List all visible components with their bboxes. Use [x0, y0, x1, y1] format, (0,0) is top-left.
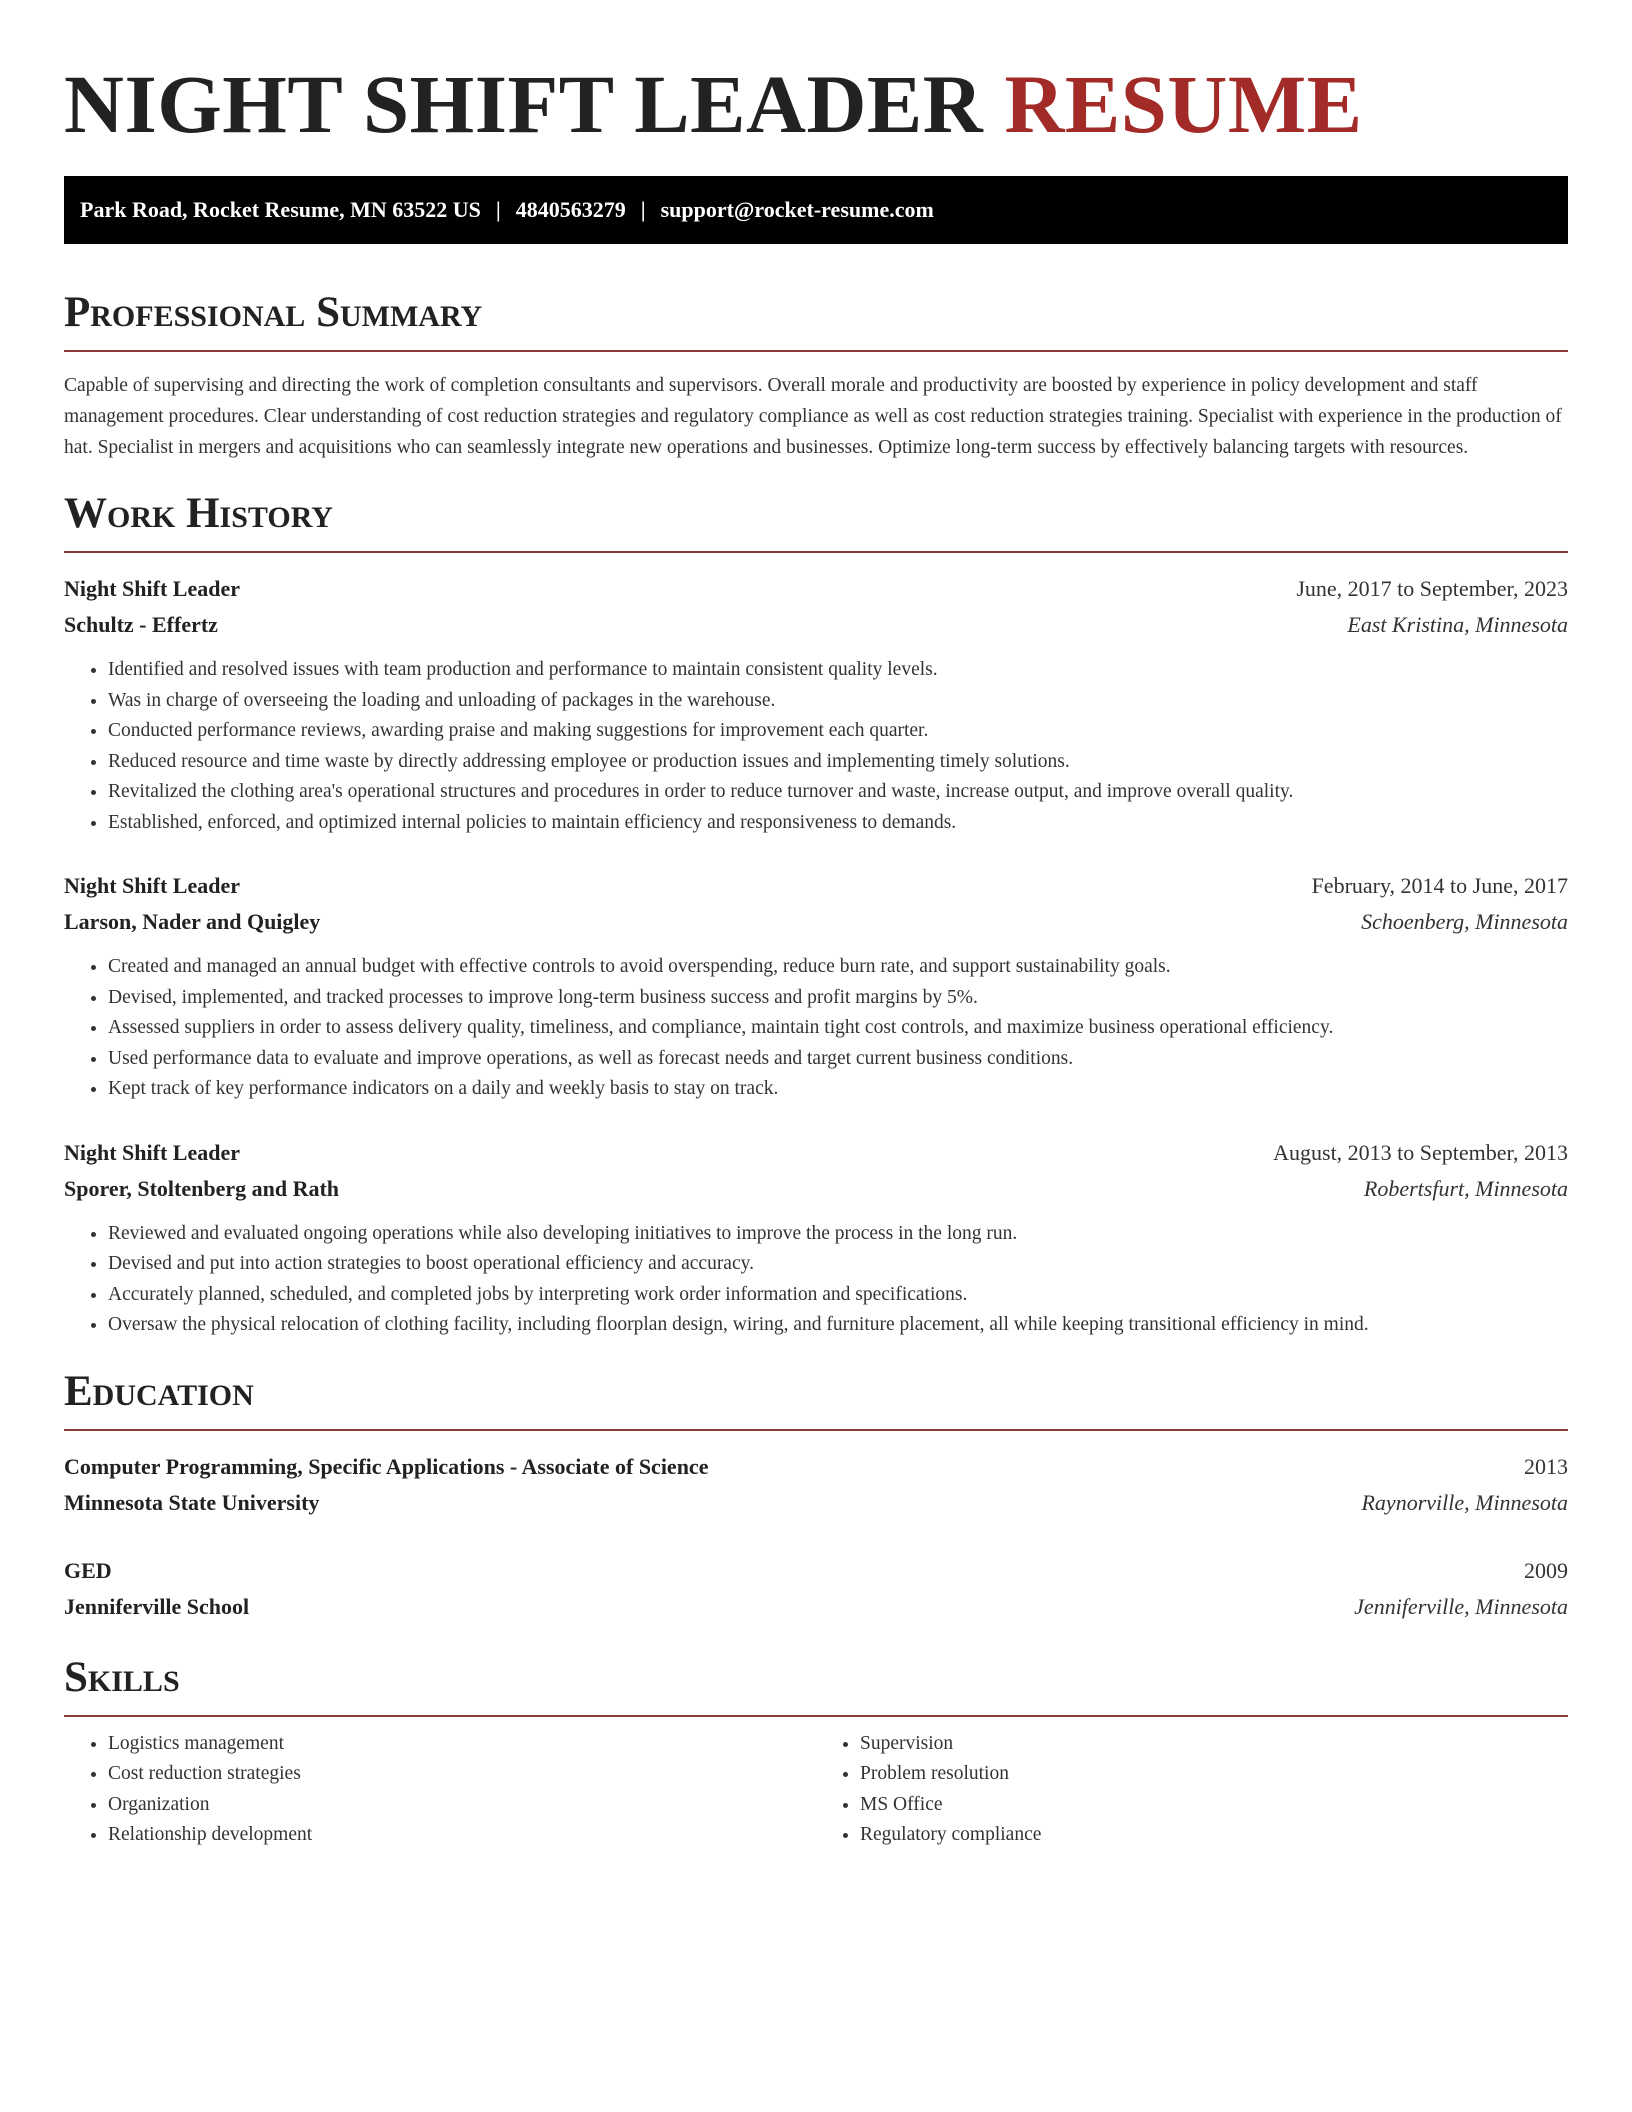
summary-text: Capable of supervising and directing the work of completion consultants and supervisors. Overall morale and productivity are boosted by experience in policy development and staff management procedures. Clear understanding of cost reduction strategies and regulatory compliance as well as cost reduction strategies training. Specialist with experience in the production of hat. Specialist in mergers and acquisitions who can seamlessly integrate new operations and businesses. Optimize long-term success by effectively balancing targets with resources.: [64, 375, 1562, 458]
education-location: Jenniferville, Minnesota: [1354, 1593, 1568, 1619]
skill-item: • Regulatory compliance: [860, 1820, 1568, 1851]
section-heading-education: Education: [64, 1367, 1568, 1431]
page-title: [64, 56, 1568, 152]
job-duty: • Oversaw the physical relocation of clothing facility, including floorplan design, wiring, and furniture placement, all while keeping transitional efficiency in mind.: [108, 1310, 1568, 1341]
job-title: Night Shift Leader: [64, 873, 240, 898]
job-header-row: [64, 571, 1568, 607]
skill-item: • Logistics management: [108, 1729, 816, 1760]
job-duty: • Was in charge of overseeing the loading and unloading of packages in the warehouse.: [108, 686, 1568, 717]
job-duty: • Used performance data to evaluate and improve operations, as well as forecast needs and target current business conditions.: [108, 1044, 1568, 1075]
job-duties-list: [64, 655, 1568, 838]
job-company: Sporer, Stoltenberg and Rath: [64, 1175, 340, 1201]
job-company: Schultz - Effertz: [64, 612, 218, 637]
job-duty: • Identified and resolved issues with team production and performance to maintain consistent quality levels.: [108, 655, 1568, 686]
title-main: NIGHT SHIFT LEADER: [64, 58, 984, 150]
education-year: 2013: [1524, 1453, 1568, 1479]
education-year: 2009: [1524, 1557, 1568, 1583]
section-heading-summary: Professional Summary: [64, 288, 1568, 352]
job-duty: • Conducted performance reviews, awarding praise and making suggestions for improvement each quarter.: [108, 716, 1568, 747]
education-school-row: [64, 1589, 1568, 1625]
job-duties-list: [64, 1219, 1568, 1341]
skills-list-left: [64, 1729, 816, 1851]
education-entry: [64, 1449, 1568, 1521]
education-degree-row: [64, 1449, 1568, 1485]
job-duty: • Established, enforced, and optimized internal policies to maintain efficiency and responsiveness to demands.: [108, 808, 1568, 839]
job-duty: • Reviewed and evaluated ongoing operations while also developing initiatives to improve the process in the long run.: [108, 1219, 1568, 1250]
job-entry: [64, 571, 1568, 838]
job-duty: • Devised, implemented, and tracked processes to improve long-term business success and profit margins by 5%.: [108, 983, 1568, 1014]
job-dates: February, 2014 to June, 2017: [1311, 873, 1568, 898]
skills-list-right: [816, 1729, 1568, 1851]
skill-item: • Organization: [108, 1790, 816, 1821]
education-degree: GED: [64, 1557, 112, 1583]
job-duties-list: [64, 952, 1568, 1105]
skill-item: • Cost reduction strategies: [108, 1759, 816, 1790]
job-dates: August, 2013 to September, 2013: [1273, 1139, 1568, 1165]
job-title: Night Shift Leader: [64, 1139, 240, 1165]
job-header-row: [64, 868, 1568, 904]
education-degree: Computer Programming, Specific Applications - Associate of Science: [64, 1453, 709, 1479]
job-duty: • Revitalized the clothing area's operational structures and procedures in order to reduce turnover and waste, increase output, and improve overall quality.: [108, 777, 1568, 808]
job-duty: • Reduced resource and time waste by directly addressing employee or production issues and implementing timely solutions.: [108, 747, 1568, 778]
education-section: [64, 1367, 1568, 1625]
skill-item: • Supervision: [860, 1729, 1568, 1760]
job-location: Robertsfurt, Minnesota: [1363, 1175, 1568, 1201]
contact-separator: |: [495, 197, 501, 222]
work-history-section: [64, 489, 1568, 1341]
education-school: Minnesota State University: [64, 1489, 320, 1515]
job-location: Schoenberg, Minnesota: [1361, 909, 1568, 934]
contact-bar: [64, 176, 1568, 244]
contact-separator: |: [640, 197, 646, 222]
education-school-row: [64, 1485, 1568, 1521]
education-school: Jenniferville School: [64, 1593, 250, 1619]
job-location: East Kristina, Minnesota: [1347, 612, 1568, 637]
skill-item: • MS Office: [860, 1790, 1568, 1821]
job-company-row: [64, 607, 1568, 643]
job-entry: [64, 868, 1568, 1105]
job-duty: • Accurately planned, scheduled, and completed jobs by interpreting work order information and specifications.: [108, 1280, 1568, 1311]
contact-phone: 4840563279: [515, 197, 626, 222]
education-entry: [64, 1553, 1568, 1625]
job-duty: • Created and managed an annual budget with effective controls to avoid overspending, reduce burn rate, and support sustainability goals.: [108, 952, 1568, 983]
section-heading-work-history: Work History: [64, 489, 1568, 553]
summary-section: [64, 288, 1568, 463]
skill-item: • Relationship development: [108, 1820, 816, 1851]
job-duty: • Assessed suppliers in order to assess delivery quality, timeliness, and compliance, maintain tight cost controls, and maximize business operational efficiency.: [108, 1013, 1568, 1044]
education-location: Raynorville, Minnesota: [1361, 1489, 1568, 1515]
job-company-row: [64, 1171, 1568, 1207]
job-entry: [64, 1135, 1568, 1341]
job-dates: June, 2017 to September, 2023: [1296, 576, 1568, 601]
job-duty: • Kept track of key performance indicators on a daily and weekly basis to stay on track.: [108, 1074, 1568, 1105]
education-degree-row: [64, 1553, 1568, 1589]
skills-section: [64, 1653, 1568, 1851]
job-company: Larson, Nader and Quigley: [64, 909, 321, 934]
skills-grid: [64, 1729, 1568, 1851]
section-heading-skills: Skills: [64, 1653, 1568, 1717]
contact-address: Park Road, Rocket Resume, MN 63522 US: [80, 197, 481, 222]
job-company-row: [64, 904, 1568, 940]
job-header-row: [64, 1135, 1568, 1171]
job-title: Night Shift Leader: [64, 576, 240, 601]
contact-email: support@rocket-resume.com: [660, 197, 934, 222]
job-duty: • Devised and put into action strategies to boost operational efficiency and accuracy.: [108, 1249, 1568, 1280]
title-accent: RESUME: [1004, 58, 1363, 150]
skill-item: • Problem resolution: [860, 1759, 1568, 1790]
